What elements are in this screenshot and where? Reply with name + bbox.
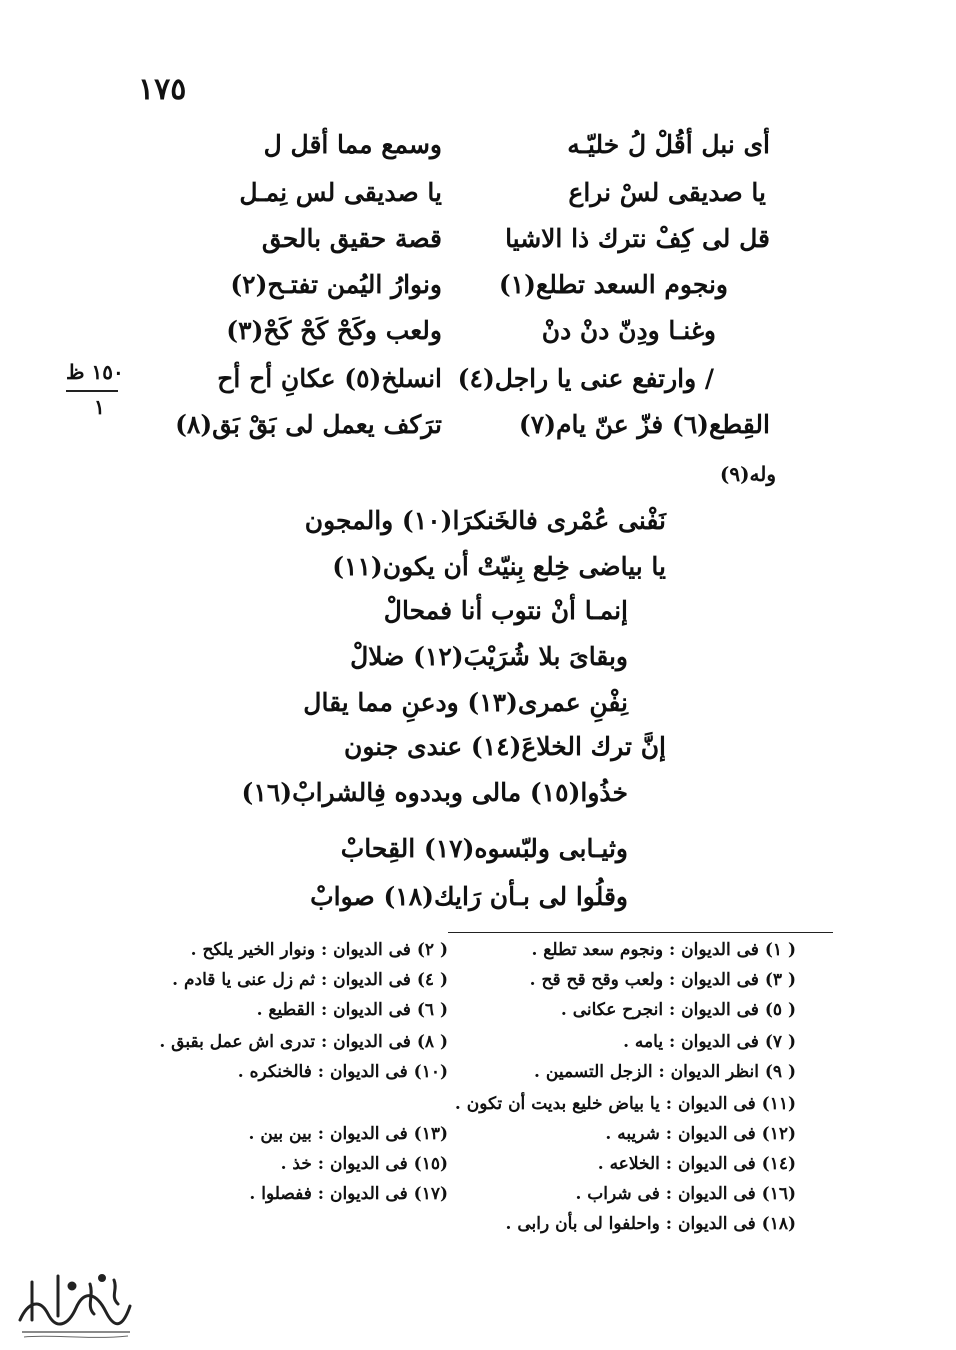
footnote-rule xyxy=(448,932,833,933)
poem-intro: وله(٩) xyxy=(719,462,776,486)
footnote: ( ٩) انظر الديوان : الزجل التسمين . xyxy=(534,1062,796,1082)
footnote: ( ٤) فى الديوان : ثم زل عنى يا قادم . xyxy=(172,970,448,990)
footnote: ( ٢) فى الديوان : ونوار الخير يلكح . xyxy=(190,940,448,960)
verse-left-hemistich: وسمع مما أقل ل xyxy=(263,130,442,159)
footnote: (١٧) فى الديوان : ففصلوا . xyxy=(249,1184,448,1204)
verse-left-hemistich: ولعب وكَحْ كَحْ كَحْ(٣) xyxy=(226,316,442,345)
verse-line: إنمـا أنْ نتوب أنا فمحالْ xyxy=(383,596,628,625)
footnote: ( ٥) فى الديوان : انجرح عكانى . xyxy=(560,1000,796,1020)
margin-note-divider xyxy=(66,390,118,392)
footnote: (١٣) فى الديوان : بين بين . xyxy=(248,1124,448,1144)
verse-left-hemistich: يا صديقى لس نِمـل xyxy=(239,178,442,207)
verse-right-hemistich: قل لى كِفْ نترك ذا الاشيا xyxy=(505,224,770,253)
footnote: ( ٣) فى الديوان : ولعب وقح قح قح . xyxy=(529,970,796,990)
verse-left-hemistich: ترَكف يعمل لى بَقْ بَق(٨) xyxy=(175,410,442,439)
verse-line: خذُوا(١٥) مالى وبددوه فِالشرابْ(١٦) xyxy=(241,778,628,807)
footnote: (١٢) فى الديوان : شريبه . xyxy=(605,1124,796,1144)
verse-line: نَفْنى عُمْرى فالخَنكرَا(١٠) والمجون xyxy=(304,506,666,535)
verse-line: وبقاىَ بلا شُرَيْبَ(١٢) ضلالْ xyxy=(350,642,628,671)
verse-line: وثيـابى ولبّسوه(١٧) القِحابْ xyxy=(340,834,628,863)
verse-right-hemistich: يا صديقى لسْ نراع xyxy=(568,178,766,207)
footnote: (١٠) فى الديوان : فالخنكره . xyxy=(237,1062,448,1082)
verse-right-hemistich: وغنـا ودِنّ دنْ دنْ xyxy=(541,316,716,345)
footnote: (١٤) فى الديوان : الخلاعه . xyxy=(597,1154,796,1174)
calligraphy-stamp-logo xyxy=(10,1262,138,1342)
footnote: (١١) فى الديوان : يا بياض خليع بديت أن تكون . xyxy=(454,1094,796,1114)
footnote: ( ٨) فى الديوان : تدرى اش عمل بقبق . xyxy=(159,1032,448,1052)
page-number: ١٧٥ xyxy=(138,72,187,107)
verse-line: يا بياضى خِلع بِنيّتْ أن يكون(١١) xyxy=(332,552,666,581)
footnote: (١٨) فى الديوان : واحلفوا لى بأن رابى . xyxy=(505,1214,796,1234)
verse-line: نِفْنِ عمرى(١٣) ودعنِ مما يقال xyxy=(303,688,628,717)
verse-line: وقلُوا لى بـأن رَايك(١٨) صوابْ xyxy=(310,882,628,911)
footnote: ( ٧) فى الديوان : يامه . xyxy=(623,1032,796,1052)
verse-left-hemistich: قصة حقيق بالحق xyxy=(261,224,442,253)
verse-right-hemistich: القِطع(٦) فزّ عنّ يام(٧) xyxy=(518,410,770,439)
footnote: ( ٦) فى الديوان : القطيع . xyxy=(256,1000,448,1020)
footnote: (١٦) فى الديوان : فى شراب . xyxy=(575,1184,796,1204)
margin-note-bottom: ١ xyxy=(94,395,105,419)
verse-right-hemistich: أى نبل أقُلْ لُ خليّـه xyxy=(567,130,770,159)
verse-right-hemistich: / وارتفع عنى يا راجل(٤) xyxy=(457,364,714,393)
verse-left-hemistich: انسلخ(٥) عكانِ أح أح xyxy=(217,364,442,393)
verse-right-hemistich: ونجوم السعد تطلع(١) xyxy=(498,270,728,299)
footnote: (١٥) فى الديوان : خذ . xyxy=(280,1154,448,1174)
footnote: ( ١) فى الديوان : ونجوم سعد تطلع . xyxy=(531,940,796,960)
margin-note-top: ١٥٠ ظ xyxy=(66,360,124,384)
verse-left-hemistich: ونوارُ اليُمن تفتـح(٢) xyxy=(230,270,442,299)
verse-line: إنَّ ترك الخلاعَ(١٤) عندى جنون xyxy=(344,732,666,761)
